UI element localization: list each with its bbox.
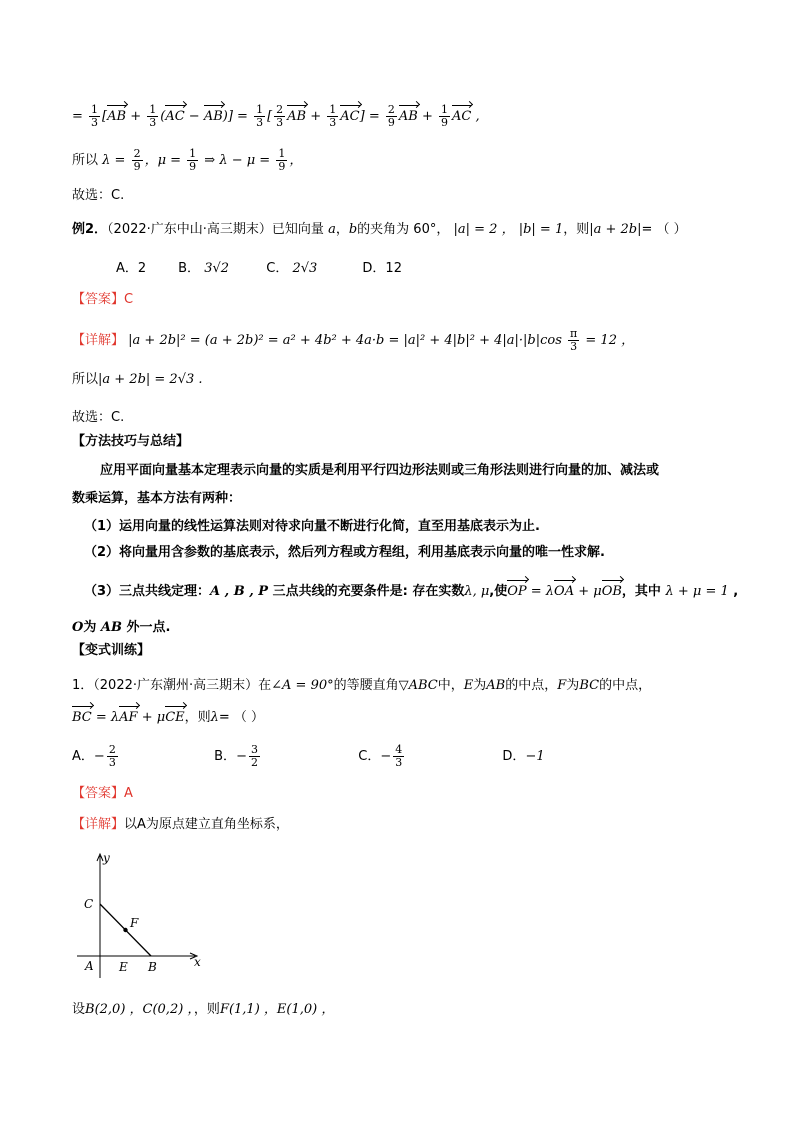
option-d: D．12 — [362, 261, 402, 276]
question-1-text: 的中点， — [505, 678, 558, 693]
points-abp: A , B , P — [210, 584, 269, 599]
detail-2-expression: |a + 2b|² = (a + 2b)² = a² + 4b² + 4a·b = |a|² + 4|b|² + 4|a|·|b|cos $\frac{\pi}{3}$ = 12 ， — [128, 327, 635, 353]
question-1-text: 的中点， — [599, 678, 652, 693]
point-o: O — [72, 620, 84, 635]
segment-ab: AB — [96, 620, 127, 635]
method-paragraph-cont: 数乘运算，基本方法有两种： — [72, 491, 242, 506]
norm-result-expression: |a + 2b| = 2√3 . — [98, 372, 203, 387]
lambda-symbol: λ — [210, 710, 219, 725]
question-1-text: ，则 — [184, 710, 211, 725]
choice-line: 故选：C. — [72, 410, 125, 425]
label-c: C — [84, 897, 94, 911]
example-2-source: （2022·广东中山·高三期末） — [107, 222, 272, 237]
triangle-abc: ▽ABC — [398, 678, 438, 693]
method-header: 【方法技巧与总结】 — [72, 434, 190, 449]
method-item-3-text: 三点共线的充要条件是: 存在实数 — [272, 584, 465, 599]
option-c: C．− $\frac{4}{3}$ — [358, 743, 403, 769]
answer-value: C — [124, 292, 134, 307]
detail-2 — [72, 328, 634, 353]
option-a: A．− $\frac{2}{3}$ — [72, 743, 116, 769]
option-b: B．− $\frac{3}{2}$ — [214, 743, 258, 769]
method-item-3: （3）三点共线定理：A , B , P 三点共线的充要条件是: 存在实数λ, μ,使OP = λOA + μOB，其中 λ + μ = 1 , — [84, 582, 738, 602]
answer-1 — [72, 784, 133, 804]
norm-conditions: |a| = 2 ， |b| = 1 — [453, 222, 564, 237]
method-item-3-text: 为 — [83, 620, 97, 635]
question-1-text: 为 — [473, 678, 487, 693]
vector-b: b — [348, 222, 358, 237]
label-a: A — [85, 959, 94, 973]
option-d: D．−1 — [502, 749, 545, 764]
answer-2 — [72, 290, 133, 310]
question-1-options — [72, 744, 545, 769]
method-paragraph: 应用平面向量基本定理表示向量的实质是利用平行四边形法则或三角形法则进行向量的加、减法或 — [100, 463, 660, 478]
example-2-question: 例2．（2022·广东中山·高三期末）已知向量 a，b的夹角为 60°， |a| = 2 ， |b| = 1，则|a + 2b|= （ ） — [72, 222, 687, 237]
question-1-line-2 — [72, 708, 264, 728]
angle-a: ∠A = 90° — [271, 678, 334, 693]
point-e: E — [463, 678, 474, 693]
question-1 — [72, 676, 651, 696]
segment-ab: AB — [486, 678, 506, 693]
example-2-title: 例2． — [72, 222, 108, 237]
solution-step-expression: = $\frac{1}{3}$ [AB + $\frac{1}{3}$ (AC − AB)] = $\frac{1}{3}$ [ $\frac{2}{3}$ AB + $\frac{1}{3}$ AC] = $\frac{2}{9}$ AB + $\frac{1}{9}$ AC , — [72, 103, 480, 129]
question-1-text: = （ ） — [218, 710, 265, 725]
lambda-plus-mu: λ + μ = 1 — [665, 584, 729, 599]
question-1-text: 中， — [437, 678, 464, 693]
method-item-2: （2）将向量用含参数的基底表示，然后列方程或方程组，利用基底表示向量的唯一性求解. — [84, 545, 605, 560]
target-norm: |a + 2b| — [589, 222, 642, 237]
answer-label: 【答案】 — [72, 786, 125, 801]
example-2-options — [116, 259, 402, 279]
result-prefix: 所以 — [72, 372, 99, 387]
coordinates-text: 设 — [72, 1002, 86, 1017]
option-c: C． 2√3 — [266, 261, 318, 276]
answer-value: A — [124, 786, 133, 801]
training-header: 【变式训练】 — [72, 643, 151, 658]
point-f-dot — [123, 928, 127, 932]
choice-line: 故选：C. — [72, 188, 125, 203]
vector-a: a — [328, 222, 336, 237]
segment-bc: BC — [579, 678, 600, 693]
method-item-3-cont — [72, 618, 170, 638]
lambda-mu-result: 所以 λ = $\frac{2}{9}$ ，μ = $\frac{1}{9}$ ⇒ λ − μ = $\frac{1}{9}$ ， — [72, 147, 303, 173]
result-prefix: 所以 — [72, 153, 99, 168]
detail-label: 【详解】 — [72, 817, 125, 832]
norm-result — [72, 370, 203, 390]
coordinates-expression: B(2,0) ，C(0,2) ，，则F(1,1) ，E(1,0) ， — [85, 1002, 335, 1017]
label-b: B — [148, 960, 157, 974]
example-2-text: ，则 — [563, 222, 590, 237]
option-b: B． 3√2 — [178, 261, 230, 276]
label-y: y — [103, 851, 110, 865]
method-item-3-text: （3）三点共线定理： — [84, 584, 211, 599]
example-2-text: 已知向量 — [271, 222, 324, 237]
point-f: F — [557, 678, 567, 693]
option-a: A．2 — [116, 261, 147, 276]
question-1-text: 1．（2022·广东潮州·高三期末）在 — [72, 678, 272, 693]
detail-1 — [72, 815, 289, 835]
example-2-text: 的夹角为 60°， — [357, 222, 450, 237]
label-e: E — [119, 960, 128, 974]
method-item-1: （1）运用向量的线性运算法则对待求向量不断进行化简，直至用基底表示为止. — [84, 519, 540, 534]
collinear-equation: OP = λOA + μOB — [507, 584, 622, 599]
detail-1-text: 以A为原点建立直角坐标系， — [124, 817, 289, 832]
method-item-3-text: ，其中 — [621, 584, 661, 599]
label-f: F — [130, 916, 139, 930]
question-1-text: 为 — [566, 678, 580, 693]
coordinate-figure — [75, 850, 215, 982]
reals-lambda-mu: λ, μ — [464, 584, 490, 599]
vector-equation: BC = λAF + μCE — [72, 710, 185, 725]
example-2-text: = （ ） — [641, 222, 687, 237]
answer-label: 【答案】 — [72, 292, 125, 307]
detail-label: 【详解】 — [72, 333, 125, 348]
question-1-text: 的等腰直角 — [333, 678, 399, 693]
label-x: x — [194, 955, 201, 969]
coordinates-line — [72, 1000, 334, 1020]
method-item-3-text: 外一点. — [126, 620, 171, 635]
